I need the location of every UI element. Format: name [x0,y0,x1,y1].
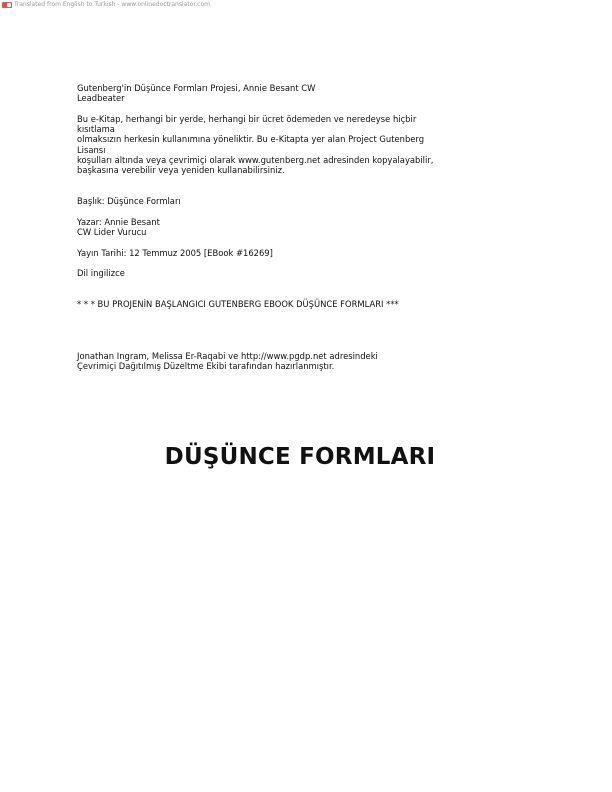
credits-line: Çevrimiçi Dağıtılmış Düzeltme Ekibi tarafından hazırlanmıştır. [77,361,335,372]
language-line: Dil ingilizce [77,268,125,279]
header-line: Leadbeater [77,93,125,104]
license-line: başkasına verebilir veya yeniden kullanabilirsiniz. [77,165,285,176]
license-line: Bu e-Kitap, herhangi bir yerde, herhangi bir ücret ödemeden ve neredeyse hiçbir kısıtlama [77,113,417,135]
translator-logo-icon [2,2,12,8]
license-line: olmaksızın herkesin kullanımına yöneliktir. Bu e-Kitapta yer alan Project Gutenberg Lisansı [77,134,425,155]
book-title: DÜŞÜNCE FORMLARI [164,444,436,470]
translation-banner-text: Translated from English to Turkish - www.onlinedoctranslator.com [14,1,210,8]
license-line: koşulları altında veya çevrimiçi olarak www.gutenberg.net adresinden kopyalayabilir, [77,155,434,166]
translation-banner [2,0,210,9]
release-date-line: Yayın Tarihi: 12 Temmuz 2005 [EBook #16269] [77,247,273,258]
author-line: CW Lider Vurucu [77,227,147,238]
credits-line: Jonathan Ingram, Melissa Er-Raqabi ve http://www.pgdp.net adresindeki [77,350,378,361]
start-marker: * * * BU PROJENİN BAŞLANGICI GUTENBERG EBOOK DÜŞÜNCE FORMLARI *** [77,299,399,310]
document-body [77,83,447,371]
title-line: Başlık: Düşünce Formları [77,196,181,207]
header-line: Gutenberg'in Düşünce Formları Projesi, Annie Besant CW [77,83,316,93]
author-line: Yazar: Annie Besant [77,216,160,227]
